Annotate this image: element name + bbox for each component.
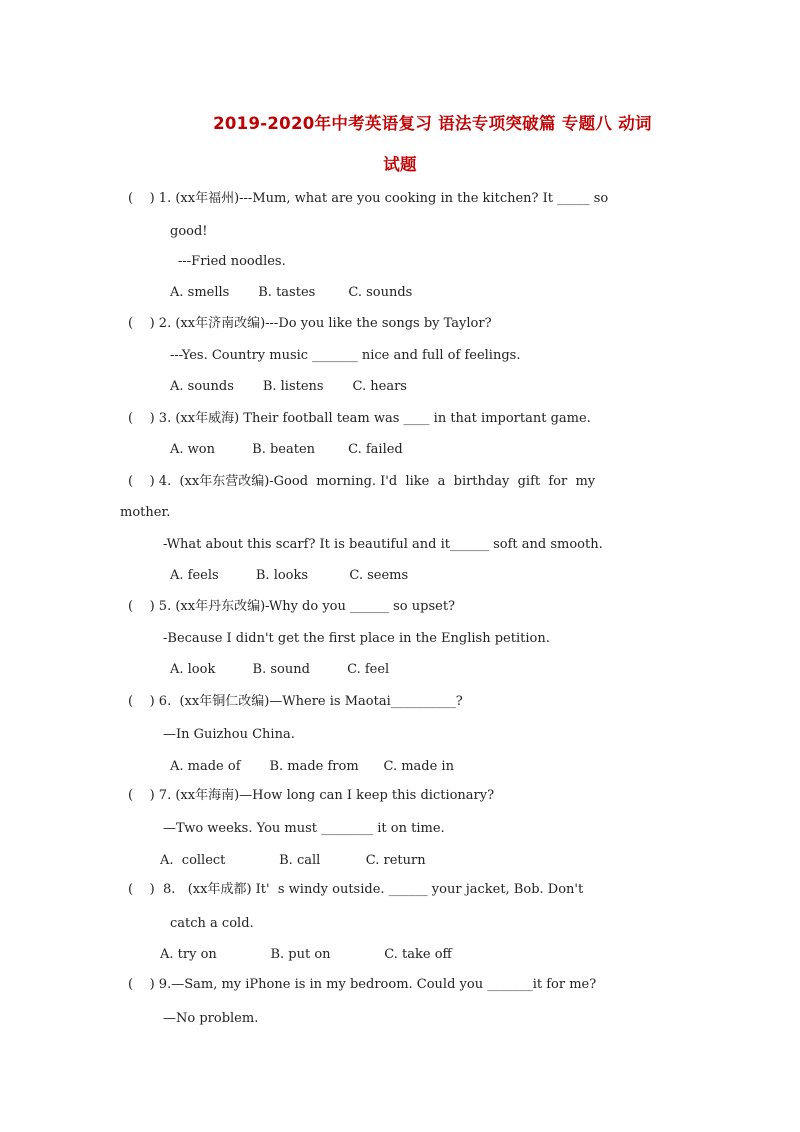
question-line: good! [170, 224, 208, 239]
question-line: ( ) 2. (xx年济南改编)---Do you like the songs by Taylor? [128, 316, 492, 331]
question-line: A. sounds B. listens C. hears [170, 379, 407, 394]
question-line: -What about this scarf? It is beautiful and it______ soft and smooth. [163, 537, 603, 552]
question-line: ( ) 5. (xx年丹东改编)-Why do you ______ so upset? [128, 599, 456, 614]
document-title-line-1: 2019-2020年中考英语复习 语法专项突破篇 专题八 动词 [213, 114, 652, 133]
question-line: A. made of B. made from C. made in [170, 759, 454, 774]
question-line: —In Guizhou China. [163, 727, 295, 742]
question-line: A. try on B. put on C. take off [160, 947, 452, 962]
question-line: ( ) 7. (xx年海南)—How long can I keep this dictionary? [128, 788, 495, 803]
question-line: ( ) 1. (xx年福州)---Mum, what are you cooking in the kitchen? It _____ so [128, 191, 609, 206]
question-line: A. won B. beaten C. failed [170, 442, 403, 457]
question-line: ( ) 6. (xx年铜仁改编)—Where is Maotai__________? [128, 694, 463, 709]
question-line: ( ) 3. (xx年威海) Their football team was ____ in that important game. [128, 411, 591, 426]
question-line: —Two weeks. You must ________ it on time. [163, 821, 445, 836]
question-line: ---Fried noodles. [178, 254, 286, 269]
document-title-line-2: 试题 [383, 155, 417, 174]
question-line: —No problem. [163, 1011, 259, 1026]
question-line: ( ) 8. (xx年成都) It' s windy outside. ______ your jacket, Bob. Don't [128, 882, 584, 897]
question-line: ---Yes. Country music _______ nice and full of feelings. [170, 348, 521, 363]
question-line: ( ) 4. (xx年东营改编)-Good morning. I'd like a birthday gift for my [128, 474, 596, 489]
question-line: A. collect B. call C. return [160, 853, 426, 868]
question-line: A. feels B. looks C. seems [170, 568, 409, 583]
question-line: A. smells B. tastes C. sounds [170, 285, 413, 300]
question-line: mother. [120, 505, 171, 520]
question-line: catch a cold. [170, 916, 254, 931]
question-line: ( ) 9.—Sam, my iPhone is in my bedroom. Could you _______it for me? [128, 977, 597, 992]
question-line: -Because I didn't get the first place in the English petition. [163, 631, 550, 646]
question-line: A. look B. sound C. feel [170, 662, 390, 677]
